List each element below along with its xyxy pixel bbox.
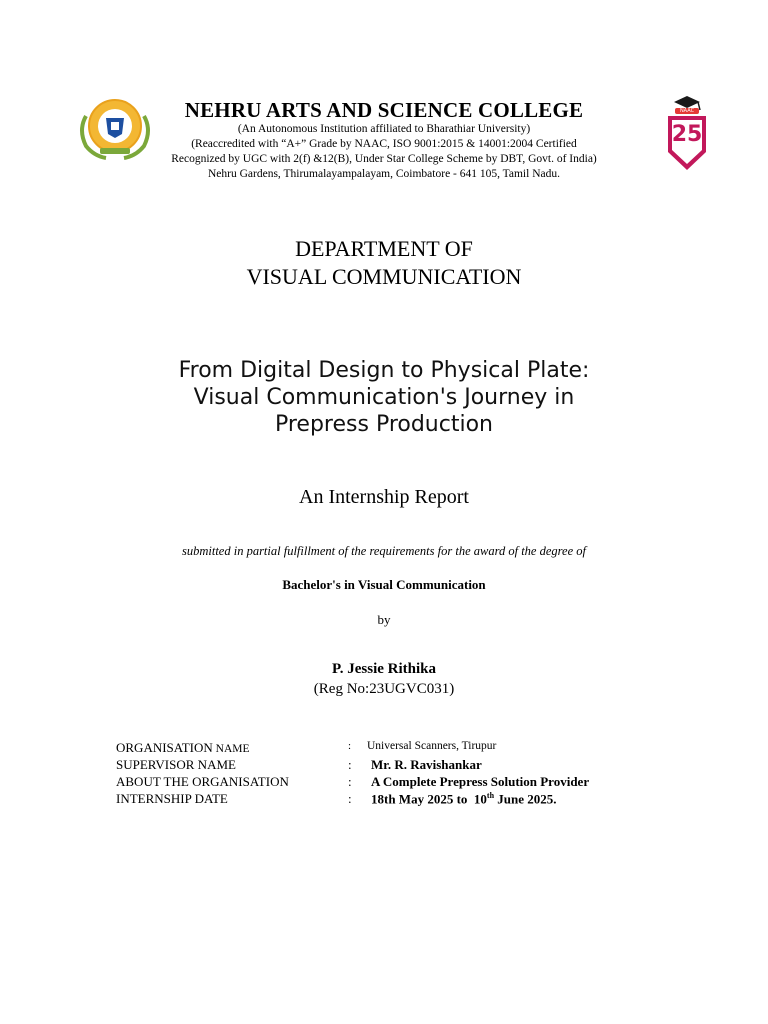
organisation-value: Universal Scanners, Tirupur — [367, 740, 497, 752]
about-label: ABOUT THE ORGANISATION — [116, 774, 289, 789]
department-line-2: VISUAL COMMUNICATION — [246, 264, 522, 289]
organisation-label: ORGANISATION NAME — [116, 740, 250, 755]
college-details — [0, 122, 768, 182]
naac-anniversary-number: 25 — [671, 122, 703, 147]
colon: : — [348, 774, 352, 789]
date-label: INTERNSHIP DATE — [116, 791, 228, 806]
college-accreditation: (Reaccredited with “A+” Grade by NAAC, ISO 9001:2015 & 14001:2004 Certified — [191, 138, 577, 150]
student-reg-number: (Reg No:23UGVC031) — [313, 681, 455, 697]
submission-statement: submitted in partial fulfillment of the requirements for the award of the degree of — [181, 544, 586, 558]
college-recognition: Recognized by UGC with 2(f) &12(B), Under Star College Scheme by DBT, Govt. of India) — [171, 153, 597, 165]
colon: : — [348, 757, 352, 772]
supervisor-value: Mr. R. Ravishankar — [371, 757, 482, 772]
colon: : — [348, 740, 352, 752]
colon: : — [348, 791, 352, 806]
department-line-1: DEPARTMENT OF — [295, 236, 473, 261]
student-name: P. Jessie Rithika — [331, 661, 437, 677]
title-line-3: Prepress Production — [274, 412, 493, 437]
by-label: by — [377, 612, 391, 627]
title-line-2: Visual Communication's Journey in — [193, 385, 575, 410]
report-type: An Internship Report — [299, 486, 469, 508]
department-heading — [0, 235, 768, 291]
about-value: A Complete Prepress Solution Provider — [371, 774, 590, 789]
report-title — [0, 357, 768, 438]
supervisor-label: SUPERVISOR NAME — [116, 757, 236, 772]
college-name: NEHRU ARTS AND SCIENCE COLLEGE — [184, 98, 584, 122]
naac-label: NAAC — [679, 108, 695, 114]
college-address: Nehru Gardens, Thirumalayampalayam, Coimbatore - 641 105, Tamil Nadu. — [208, 168, 560, 180]
degree-name: Bachelor's in Visual Communication — [282, 577, 486, 592]
title-line-1: From Digital Design to Physical Plate: — [178, 358, 590, 383]
college-affiliation: (An Autonomous Institution affiliated to Bharathiar University) — [237, 123, 531, 135]
date-value: 18th May 2025 to 10th June 2025. — [371, 791, 557, 807]
